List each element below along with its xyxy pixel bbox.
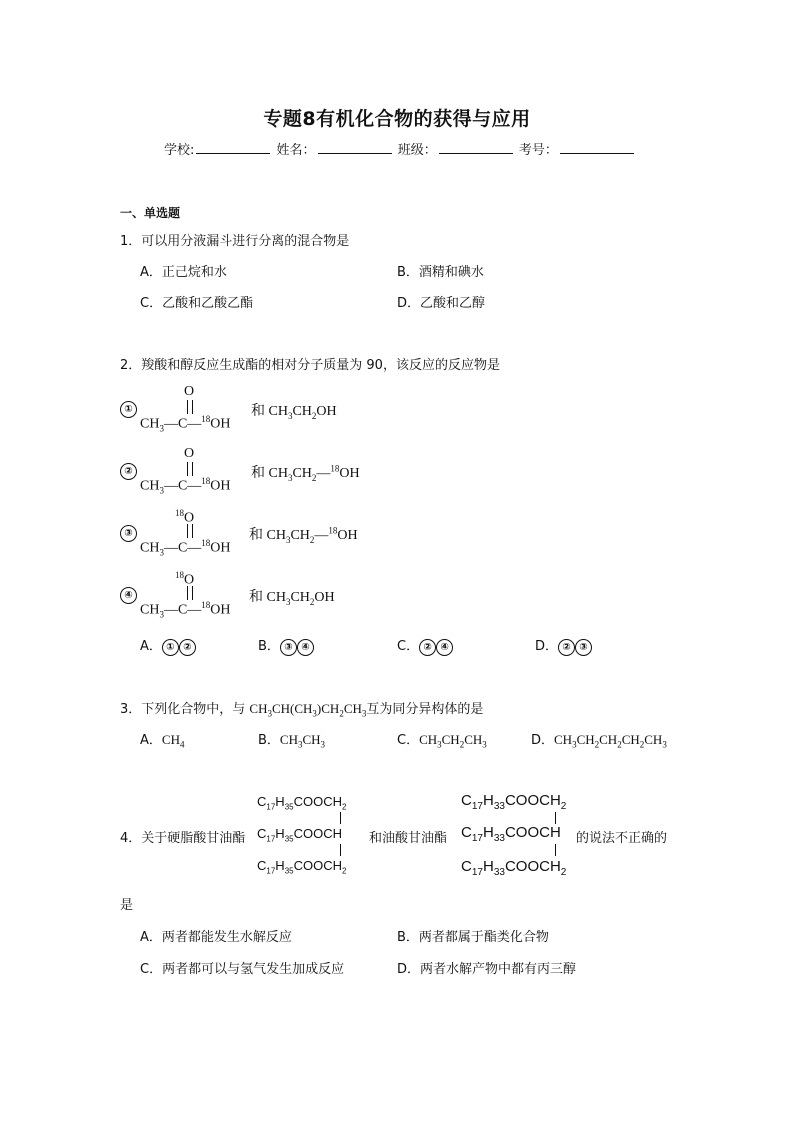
alcohol-formula: 和 $CH_3CH_2OH$ [249, 590, 335, 607]
q4-option-d[interactable]: D．两者水解产物中都有丙三醇 [397, 962, 577, 977]
section-heading: 一、单选题 [120, 206, 181, 220]
q2-option-d[interactable]: D． ② ③ [535, 635, 592, 656]
q2-stem: 2．羧酸和醇反应生成酯的相对分子质量为 90，该反应的反应物是 [120, 358, 500, 373]
q1-stem: 1．可以用分液漏斗进行分离的混合物是 [120, 234, 350, 249]
bond-line [555, 844, 556, 856]
q4-stem-prefix: 4．关于硬脂酸甘油酯 [120, 831, 246, 846]
carbonyl-oxygen: O [184, 446, 195, 461]
q3-formula: $CH_3CH(CH_3)CH_2CH_3$ [249, 701, 367, 719]
circle-number-4: ④ [120, 587, 137, 604]
alcohol-formula: 和 $CH_3CH_2OH$ [251, 404, 337, 421]
q4-stem-tail: 是 [120, 898, 134, 913]
q2-option-c[interactable]: C． ② ④ [397, 635, 453, 656]
q3-option-c[interactable]: C．$CH_3CH_2CH_3$ [397, 732, 487, 750]
stearin-row-2: $C_{17}H_{35}COOCH$ [257, 826, 342, 844]
name-label: 姓名： [276, 143, 316, 158]
double-bond [187, 462, 193, 476]
carbonyl-oxygen-18: $^{18}$O [175, 570, 195, 588]
circle-number-1: ① [120, 401, 137, 418]
q4-stem-suffix: 的说法不正确的 [576, 831, 668, 846]
alcohol-formula: 和 $CH_3CH_2—^{18}OH$ [251, 463, 360, 483]
class-label: 班级： [397, 143, 437, 158]
circle-number: ② [179, 639, 196, 656]
q2-option-b[interactable]: B． ③ ④ [258, 635, 314, 656]
olein-row-2: $C_{17}H_{33}COOCH$ [461, 824, 561, 844]
stearin-row-3: $C_{17}H_{35}COOCH_2$ [257, 858, 347, 876]
circle-number: ③ [280, 639, 297, 656]
q3-stem: 3．下列化合物中，与 $CH_3CH(CH_3)CH_2CH_3$互为同分异构体的是 [120, 701, 484, 719]
olein-row-1: $C_{17}H_{33}COOCH_2$ [461, 792, 567, 812]
student-info-line [164, 139, 636, 158]
q4-option-c[interactable]: C．两者都可以与氢气发生加成反应 [140, 962, 345, 977]
q2-option-a[interactable]: A． ① ② [140, 635, 196, 656]
double-bond [187, 524, 193, 538]
page-title: 专题8有机化合物的获得与应用 [263, 108, 531, 130]
acid-formula: $CH_3—C—^{18}OH$ [140, 476, 231, 496]
acid-formula: $CH_3—C—^{18}OH$ [140, 414, 231, 434]
alcohol-formula: 和 $CH_3CH_2—^{18}OH$ [249, 525, 358, 545]
q3-option-b[interactable]: B．$CH_3CH_3$ [258, 732, 326, 750]
circle-number-2: ② [120, 463, 137, 480]
acid-formula: $CH_3—C—^{18}OH$ [140, 600, 231, 620]
name-blank[interactable] [318, 141, 392, 154]
circle-number-3: ③ [120, 525, 137, 542]
class-blank[interactable] [439, 141, 513, 154]
acid-formula: $CH_3—C—^{18}OH$ [140, 538, 231, 558]
bond-line [340, 812, 341, 824]
stearin-row-1: $C_{17}H_{35}COOCH_2$ [257, 794, 347, 812]
q1-option-b[interactable]: B．酒精和碘水 [397, 265, 484, 280]
bond-line [555, 812, 556, 824]
circle-number: ① [162, 639, 179, 656]
q4-stem-mid: 和油酸甘油酯 [369, 831, 448, 846]
school-blank[interactable] [196, 141, 270, 154]
double-bond [187, 400, 193, 414]
q1-option-d[interactable]: D．乙酸和乙醇 [397, 296, 486, 311]
circle-number: ④ [436, 639, 453, 656]
exam-no-label: 考号： [518, 143, 558, 158]
school-label: 学校: [164, 143, 195, 158]
olein-row-3: $C_{17}H_{33}COOCH_2$ [461, 858, 567, 878]
exam-no-blank[interactable] [560, 141, 634, 154]
carbonyl-oxygen: O [184, 384, 195, 399]
carbonyl-oxygen-18: $^{18}$O [175, 508, 195, 526]
q3-option-a[interactable]: A．$CH_4$ [140, 732, 185, 750]
q1-option-a[interactable]: A．正己烷和水 [140, 265, 227, 280]
circle-number: ③ [575, 639, 592, 656]
double-bond [187, 586, 193, 600]
bond-line [340, 844, 341, 856]
q4-option-a[interactable]: A．两者都能发生水解反应 [140, 930, 292, 945]
circle-number: ② [419, 639, 436, 656]
q3-option-d[interactable]: D．$CH_3CH_2CH_2CH_2CH_3$ [531, 732, 667, 750]
q4-option-b[interactable]: B．两者都属于酯类化合物 [397, 930, 549, 945]
circle-number: ④ [297, 639, 314, 656]
q1-option-c[interactable]: C．乙酸和乙酸乙酯 [140, 296, 254, 311]
circle-number: ② [558, 639, 575, 656]
